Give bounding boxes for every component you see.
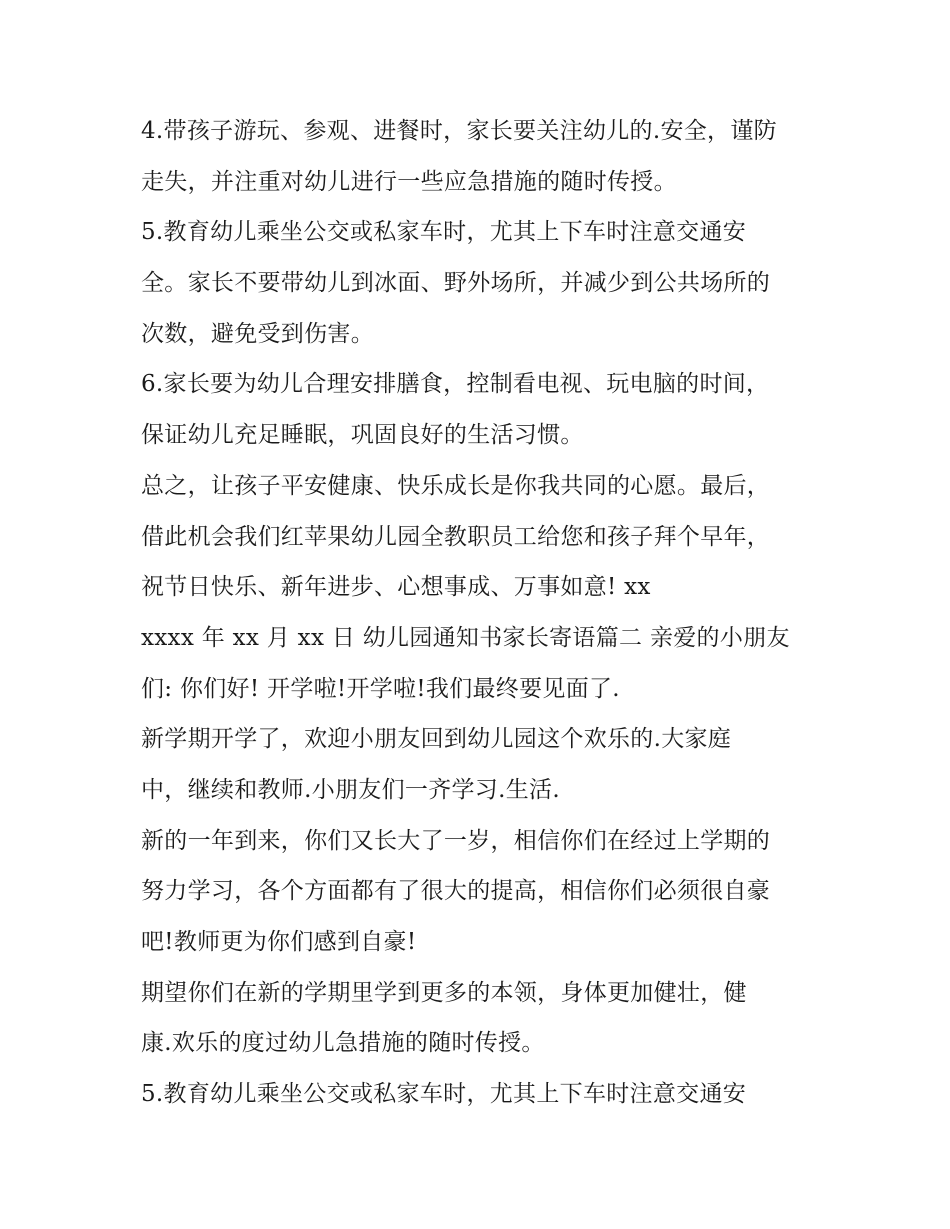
text-line: 期望你们在新的学期里学到更多的本领，身体更加健壮，健 bbox=[141, 979, 747, 1006]
text-line: 康.欢乐的度过幼儿急措施的随时传授。 bbox=[141, 1030, 545, 1057]
text-line: xxxx 年 xx 月 xx 日 幼儿园通知书家长寄语篇二 亲爱的小朋友 bbox=[141, 624, 790, 651]
text-line: 5.教育幼儿乘坐公交或私家车时，尤其上下车时注意交通安 bbox=[141, 1081, 747, 1108]
text-line: 祝节日快乐、新年进步、心想事成、万事如意! xx bbox=[141, 574, 651, 601]
text-line: 4.带孩子游玩、参观、进餐时，家长要关注幼儿的.安全，谨防 bbox=[141, 118, 777, 144]
text-line: 5.教育幼儿乘坐公交或私家车时，尤其上下车时注意交通安 bbox=[141, 219, 747, 246]
text-line: 走失，并注重对幼儿进行一些应急措施的随时传授。 bbox=[141, 168, 677, 195]
text-line: 6.家长要为幼儿合理安排膳食，控制看电视、玩电脑的时间， bbox=[141, 371, 770, 398]
text-line: 总之，让孩子平安健康、快乐成长是你我共同的心愿。最后， bbox=[141, 472, 771, 499]
text-line: 努力学习，各个方面都有了很大的提高，相信你们必须很自豪 bbox=[141, 878, 771, 905]
text-line: 中，继续和教师.小朋友们一齐学习.生活. bbox=[141, 776, 560, 803]
text-line: 全。家长不要带幼儿到冰面、野外场所，并减少到公共场所的 bbox=[141, 270, 771, 297]
text-line: 次数，避免受到伤害。 bbox=[141, 320, 374, 347]
text-line: 吧!教师更为你们感到自豪! bbox=[141, 929, 417, 955]
document-body bbox=[141, 106, 841, 1120]
text-line: 保证幼儿充足睡眠，巩固良好的生活习惯。 bbox=[141, 422, 584, 449]
text-line: 新学期开学了，欢迎小朋友回到幼儿园这个欢乐的.大家庭 bbox=[141, 726, 732, 753]
text-line: 借此机会我们红苹果幼儿园全教职员工给您和孩子拜个早年， bbox=[141, 523, 771, 550]
text-line: 们: 你们好! 开学啦!开学啦!我们最终要见面了. bbox=[141, 675, 620, 702]
text-line: 新的一年到来，你们又长大了一岁，相信你们在经过上学期的 bbox=[141, 827, 771, 854]
